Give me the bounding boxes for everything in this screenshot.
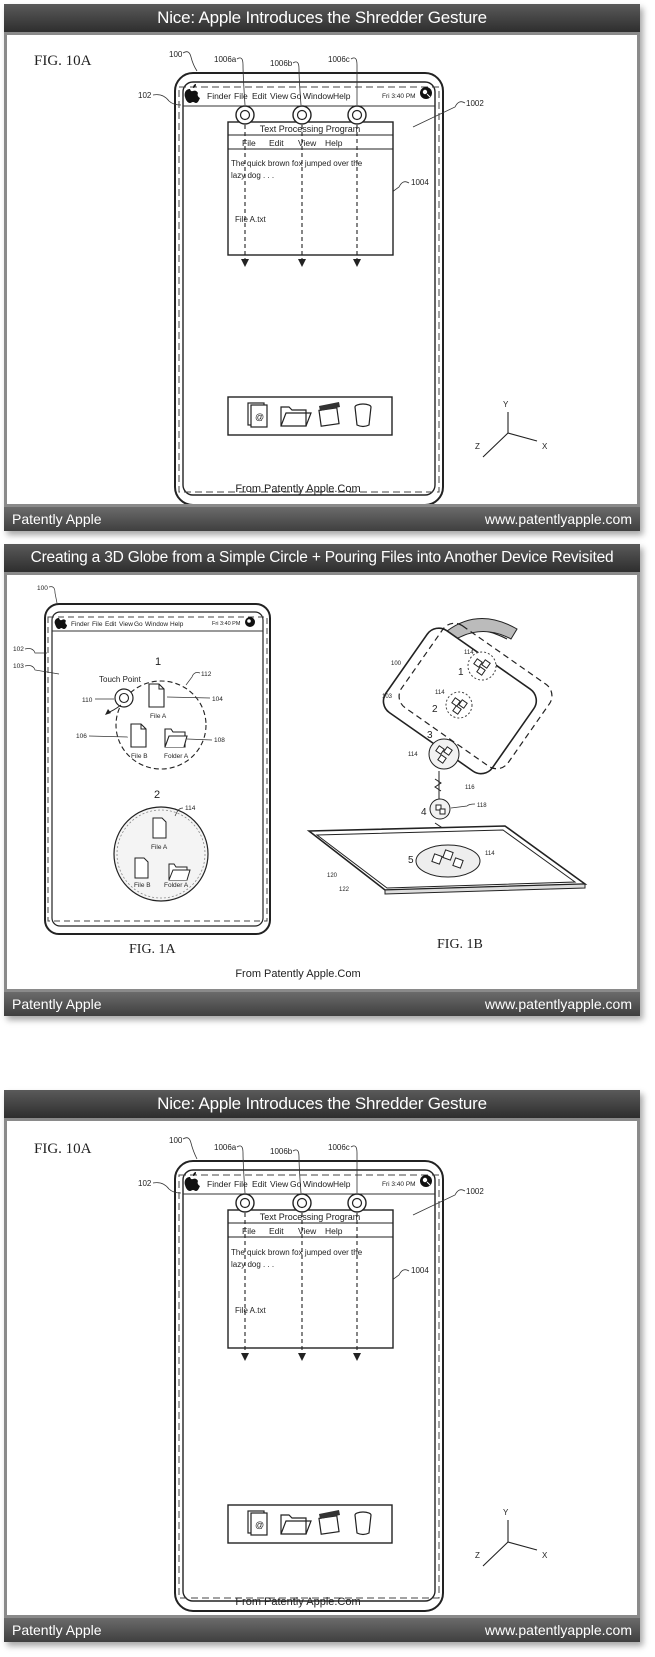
panel-shredder-bottom xyxy=(4,1090,640,1642)
globe-file-a-icon xyxy=(153,818,166,838)
axis-y-label: Y xyxy=(503,1508,509,1517)
ref-114-b1: 114 xyxy=(464,650,474,656)
panel-footer xyxy=(4,507,640,531)
folder-icon xyxy=(281,1515,311,1534)
menu-finder: Finder xyxy=(207,91,232,101)
footer-url[interactable]: www.patentlyapple.com xyxy=(484,996,632,1012)
arrowhead-c xyxy=(353,259,361,267)
window-menu-view: View xyxy=(298,138,317,148)
file-b-icon xyxy=(131,724,146,747)
xyz-axes xyxy=(475,1508,548,1566)
ref-1006b: 1006b xyxy=(270,1147,293,1156)
folder-icon xyxy=(281,407,311,426)
menu-window: Window xyxy=(303,1179,334,1189)
credit-text: From Patently Apple.Com xyxy=(235,1596,361,1608)
menu-clock: Fri 3:40 PM xyxy=(382,1181,416,1188)
axis-x-label: X xyxy=(542,442,548,451)
bubble-4 xyxy=(430,799,450,819)
trash-icon xyxy=(355,404,371,427)
menu-edit: Edit xyxy=(105,621,117,628)
menu-help: Help xyxy=(170,621,184,628)
step-1-label: 1 xyxy=(155,656,162,668)
menu-finder: Finder xyxy=(207,1179,232,1189)
fig-label: FIG. 10A xyxy=(34,53,92,69)
menu-edit: Edit xyxy=(252,91,267,101)
panel-header: Nice: Apple Introduces the Shredder Gesture xyxy=(4,1090,640,1118)
menu-finder: Finder xyxy=(71,621,90,628)
ref-100: 100 xyxy=(169,50,183,59)
ref-114-b3: 114 xyxy=(408,752,418,758)
step-1b-label: 1 xyxy=(458,667,464,678)
window-menu-file: File xyxy=(242,138,256,148)
ref-122: 122 xyxy=(339,887,350,893)
fig-label: FIG. 10A xyxy=(34,1141,92,1157)
window-menu-view: View xyxy=(298,1226,317,1236)
bubble-5 xyxy=(416,845,480,877)
menu-help: Help xyxy=(333,1179,351,1189)
ref-1006a: 1006a xyxy=(214,1143,237,1152)
ref-100: 100 xyxy=(37,585,48,592)
ref-1004: 1004 xyxy=(411,1266,429,1275)
step-5-label: 5 xyxy=(408,855,414,866)
globe-folder-a-label: Folder A xyxy=(164,882,189,889)
step-2b-label: 2 xyxy=(432,704,438,715)
file-b-label: File B xyxy=(131,753,148,760)
ref-102: 102 xyxy=(13,646,24,653)
menu-file: File xyxy=(234,91,248,101)
menu-view: View xyxy=(270,1179,289,1189)
panel-footer xyxy=(4,1618,640,1642)
touch-point-c xyxy=(348,1194,366,1212)
menu-go: Go xyxy=(290,1179,302,1189)
footer-brand: Patently Apple xyxy=(12,996,102,1012)
window-title: Text Processing Program xyxy=(259,124,361,134)
bubble-1 xyxy=(468,652,496,680)
window-text-line1: The quick brown fox jumped over the xyxy=(231,159,363,168)
ref-106: 106 xyxy=(76,733,87,740)
window-file-label: File A.txt xyxy=(235,215,266,224)
axis-x-label: X xyxy=(542,1551,548,1560)
ref-110: 110 xyxy=(82,697,93,704)
panel-header: Nice: Apple Introduces the Shredder Gesture xyxy=(4,4,640,32)
axis-z-label: Z xyxy=(475,442,480,451)
xyz-axes xyxy=(475,400,548,457)
movie-clapper-icon xyxy=(319,1510,340,1534)
svg-text:@: @ xyxy=(255,412,265,422)
arrowhead-c xyxy=(353,1353,361,1361)
menu-view: View xyxy=(119,621,133,628)
window-menu-edit: Edit xyxy=(269,1226,284,1236)
apple-logo-icon xyxy=(55,618,67,629)
bubble-3 xyxy=(429,739,459,769)
footer-url[interactable]: www.patentlyapple.com xyxy=(484,511,632,527)
window-menu-help: Help xyxy=(325,138,343,148)
fig-10a-drawing-repeat xyxy=(7,1121,637,1615)
axis-y-label: Y xyxy=(503,400,509,409)
folder-a-icon xyxy=(165,729,187,747)
window-menu-help: Help xyxy=(325,1226,343,1236)
ref-118: 118 xyxy=(477,803,487,809)
address-book-icon xyxy=(248,403,267,427)
panel-globe xyxy=(4,544,640,1016)
ref-100: 100 xyxy=(169,1136,183,1145)
globe-file-b-icon xyxy=(135,858,148,878)
ref-100-b: 100 xyxy=(391,661,402,667)
file-a-label: File A xyxy=(150,713,167,720)
window-text-line1: The quick brown fox jumped over the xyxy=(231,1248,363,1257)
movie-clapper-icon xyxy=(319,402,340,426)
ref-1002: 1002 xyxy=(466,99,484,108)
window-title: Text Processing Program xyxy=(259,1212,361,1222)
address-book-icon xyxy=(248,1511,267,1535)
menu-file: File xyxy=(234,1179,248,1189)
svg-text:@: @ xyxy=(255,1520,265,1530)
ref-1006b: 1006b xyxy=(270,59,293,68)
ref-1006c: 1006c xyxy=(328,55,350,64)
menu-go: Go xyxy=(290,91,302,101)
fig-10a-drawing xyxy=(7,35,637,504)
step-2-label: 2 xyxy=(154,789,161,801)
ref-1006c: 1006c xyxy=(328,1143,350,1152)
menu-window: Window xyxy=(303,91,334,101)
credit-text: From Patently Apple.Com xyxy=(235,483,361,495)
arrowhead-b xyxy=(298,259,306,267)
fig-1a-label: FIG. 1A xyxy=(129,942,176,957)
window-file-label: File A.txt xyxy=(235,1306,266,1315)
fig-1a-1b-drawing xyxy=(7,575,637,989)
footer-url[interactable]: www.patentlyapple.com xyxy=(484,1622,632,1638)
menu-clock: Fri 3:40 PM xyxy=(212,621,241,627)
search-icon xyxy=(420,1175,432,1187)
ref-1004: 1004 xyxy=(411,178,429,187)
ref-112: 112 xyxy=(201,671,212,678)
credit-text: From Patently Apple.Com xyxy=(235,968,361,980)
touch-point-c xyxy=(348,106,366,124)
folder-a-label: Folder A xyxy=(164,753,189,760)
window-text-line2: lazy dog . . . xyxy=(231,171,275,180)
touch-point-icon xyxy=(115,689,133,707)
window-menu-file: File xyxy=(242,1226,256,1236)
menu-go: Go xyxy=(134,621,143,628)
menu-window: Window xyxy=(145,621,169,628)
touch-point-b xyxy=(293,106,311,124)
ref-103: 103 xyxy=(13,663,24,670)
ref-114-b2: 114 xyxy=(435,690,445,696)
panel-shredder-top xyxy=(4,4,640,531)
panel-header: Creating a 3D Globe from a Simple Circle + Pouring Files into Another Device Revisited xyxy=(4,544,640,572)
arrowhead-a xyxy=(241,1353,249,1361)
arrowhead-a xyxy=(241,259,249,267)
touch-point-b xyxy=(293,1194,311,1212)
touch-point-a xyxy=(236,106,254,124)
search-icon xyxy=(245,617,255,627)
menu-edit: Edit xyxy=(252,1179,267,1189)
menu-clock: Fri 3:40 PM xyxy=(382,93,416,100)
ref-104: 104 xyxy=(212,696,223,703)
step-3b-label: 3 xyxy=(427,730,433,741)
window-text-line2: lazy dog . . . xyxy=(231,1260,275,1269)
panel-footer xyxy=(4,992,640,1016)
globe-file-b-label: File B xyxy=(134,882,151,889)
ref-102: 102 xyxy=(138,91,152,100)
touch-point-a xyxy=(236,1194,254,1212)
ref-114-b5: 114 xyxy=(485,851,495,857)
menu-help: Help xyxy=(333,91,351,101)
menu-file: File xyxy=(92,621,103,628)
step-4-label: 4 xyxy=(421,807,427,818)
file-a-icon xyxy=(149,684,164,707)
search-icon xyxy=(420,87,432,99)
footer-brand: Patently Apple xyxy=(12,511,102,527)
ref-114-a: 114 xyxy=(185,805,196,812)
fig-1b-label: FIG. 1B xyxy=(437,937,483,952)
footer-brand: Patently Apple xyxy=(12,1622,102,1638)
ref-103-b: 103 xyxy=(382,694,393,700)
touch-point-label: Touch Point xyxy=(99,675,141,684)
trash-icon xyxy=(355,1512,371,1535)
arrowhead-b xyxy=(298,1353,306,1361)
ref-1002: 1002 xyxy=(466,1187,484,1196)
ref-116: 116 xyxy=(465,785,475,791)
globe-file-a-label: File A xyxy=(151,844,168,851)
ref-102: 102 xyxy=(138,1179,152,1188)
window-menu-edit: Edit xyxy=(269,138,284,148)
ref-120: 120 xyxy=(327,873,338,879)
bubble-2 xyxy=(446,692,472,718)
axis-z-label: Z xyxy=(475,1551,480,1560)
ref-1006a: 1006a xyxy=(214,55,237,64)
menu-view: View xyxy=(270,91,289,101)
ref-108: 108 xyxy=(214,737,225,744)
